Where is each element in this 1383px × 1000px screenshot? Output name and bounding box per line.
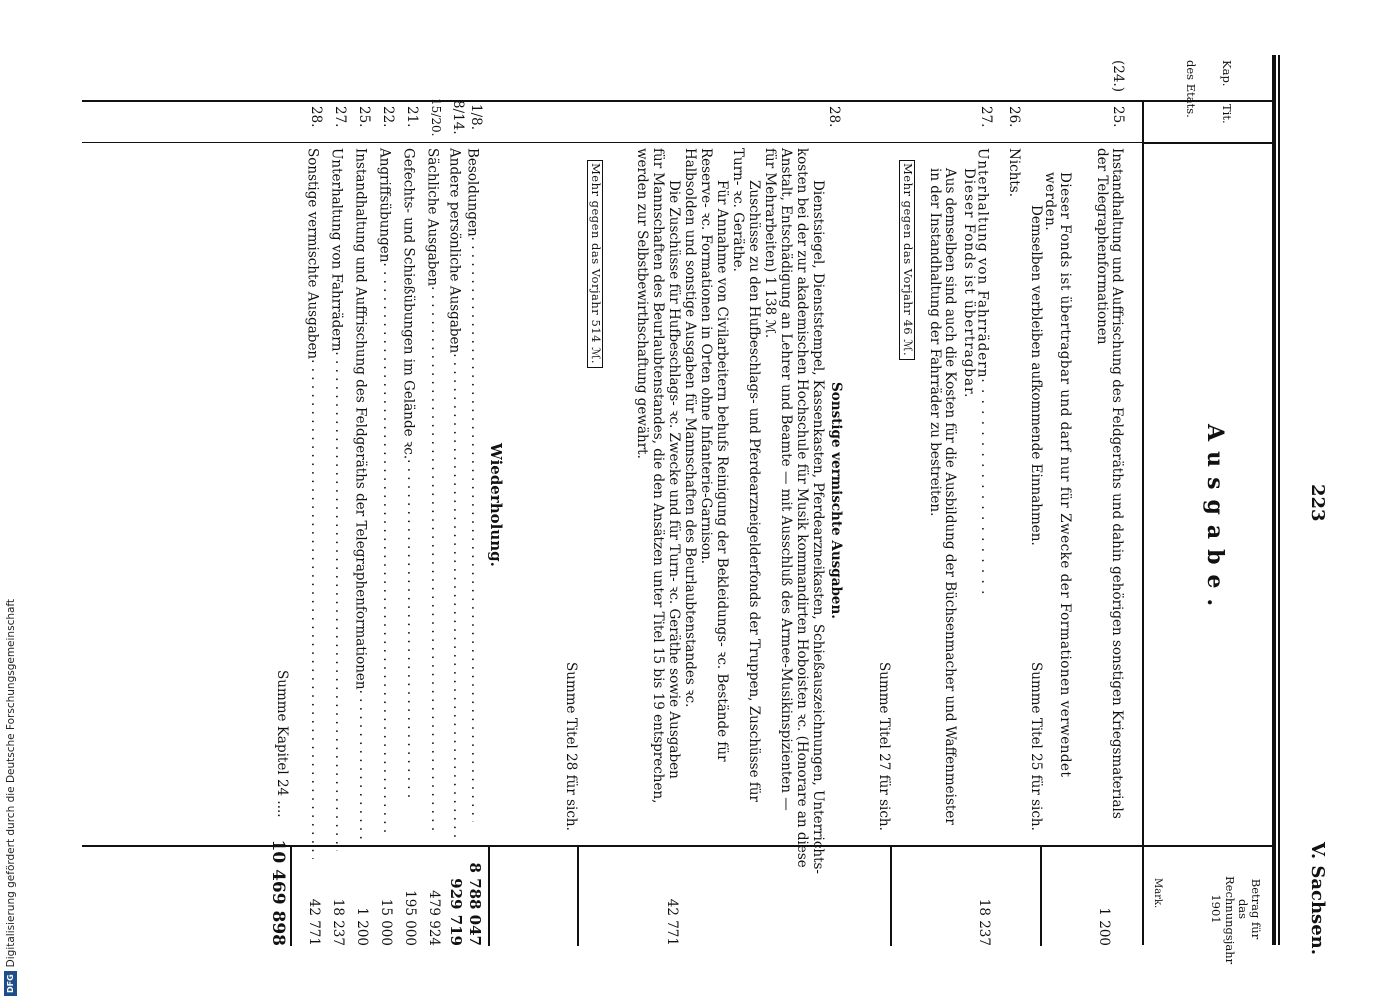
entry-28-line-11: für Mannschaften des Beurlaubtenstandes, die den Ansätzen unter Titel 15 bis 19 entsprechen, bbox=[650, 148, 666, 804]
mark-label: Mark. bbox=[1152, 878, 1163, 909]
entry-27-note2-text: Aus demselben sind auch die Kosten für die Ausbildung der Büchsenmacher und Waffenmeister in der Instandhaltung der Fahrräder zu bestreiten. bbox=[926, 168, 958, 825]
repeat-row-4-label bbox=[401, 148, 418, 799]
section-title: Ausgabe. bbox=[1202, 424, 1228, 617]
entry-27-note2 bbox=[927, 168, 957, 838]
amount-label-text: Betrag für das Rechnungsjahr 1901 bbox=[1209, 876, 1263, 965]
etats-label: des Etats. bbox=[1184, 60, 1198, 118]
repeat-row-2-text: Andere persönliche Ausgaben bbox=[446, 148, 463, 354]
entry-27-sum: Summe Titel 27 für sich. bbox=[876, 662, 892, 831]
entry-28-line-6: Turn- ꝛc. Geräthe. bbox=[730, 148, 746, 272]
repeat-row-8-label bbox=[305, 148, 322, 859]
entry-28-amount: 42 771 bbox=[664, 898, 680, 946]
total-rule bbox=[290, 846, 292, 946]
repeat-row-3-leader bbox=[429, 286, 443, 834]
repeat-row-6-tit: 25. bbox=[356, 106, 372, 128]
state-title: V. Sachsen. bbox=[1307, 842, 1328, 956]
repeat-row-7-text: Unterhaltung von Fahrrädern bbox=[328, 148, 345, 352]
repeat-row-5-amount: 15 000 bbox=[378, 898, 394, 946]
repeat-row-3-tit: 15/20. bbox=[429, 98, 443, 137]
top-double-rule-2 bbox=[1278, 55, 1280, 945]
entry-27-note1: Dieser Fonds ist übertragbar. bbox=[961, 168, 977, 399]
entry-27-more: Mehr gegen das Vorjahr 46 ℳ. bbox=[900, 160, 916, 360]
repeat-total-label: Summe Kapitel 24 .... bbox=[274, 670, 290, 818]
header-col-rule-2 bbox=[82, 100, 1274, 102]
repeat-row-4-text: Gefechts- und Schießübungen im Gelände ꝛc. bbox=[400, 148, 417, 460]
repeat-row-8-leader bbox=[309, 359, 323, 859]
repeat-row-4-leader bbox=[405, 459, 419, 799]
repeat-row-1-amount: 8 788 047 bbox=[466, 862, 484, 946]
repeat-row-1-text: Besoldungen bbox=[464, 148, 481, 237]
repeat-row-8-tit: 28. bbox=[308, 106, 324, 128]
entry-27-amount: 18 237 bbox=[976, 898, 992, 946]
sum25-rule bbox=[1040, 846, 1042, 946]
sum28-rule bbox=[577, 846, 579, 946]
repeat-row-3-amount: 479 924 bbox=[426, 890, 442, 946]
entry-27-leader bbox=[979, 378, 993, 600]
entry-28-line-12: werden zur Selbstbewirthschaftung gewährt. bbox=[634, 148, 650, 459]
repeat-row-4-tit: 21. bbox=[404, 106, 420, 128]
repeat-row-3-label bbox=[425, 148, 442, 834]
entry-28-line-5: Zuschüsse zu den Hufbeschlags- und Pferdearzneigelderfonds der Truppen, Zuschüsse für bbox=[746, 180, 762, 802]
repeat-row-7-amount: 18 237 bbox=[330, 898, 346, 946]
entry-28-more: Mehr gegen das Vorjahr 514 ℳ. bbox=[588, 160, 604, 368]
header-col-rule bbox=[1142, 142, 1272, 144]
entry-28-line-9: Halbsolden und sonstige Ausgaben für Mannschaften des Beurlaubtenstandes ꝛc. bbox=[682, 148, 698, 708]
repeat-row-5-tit: 22. bbox=[380, 106, 396, 128]
entry-25-note1 bbox=[1042, 172, 1072, 838]
entry-25-amount: 1 200 bbox=[1096, 907, 1112, 946]
entry-28-tit: 28. bbox=[826, 106, 842, 128]
entry-25-tit: 25. bbox=[1110, 106, 1126, 128]
digitization-note bbox=[4, 599, 17, 996]
entry-25-sum: Summe Titel 25 für sich. bbox=[1028, 662, 1044, 831]
digitization-text: Digitalisierung gefördert durch die Deutsche Forschungsgemeinschaft bbox=[4, 598, 17, 968]
page-number: 223 bbox=[1307, 484, 1328, 522]
repeat-row-3-text: Sächliche Ausgaben bbox=[424, 148, 441, 287]
repeat-row-1-label bbox=[465, 148, 482, 822]
repeat-row-8-amount: 42 771 bbox=[306, 898, 322, 946]
repeat-top-rule bbox=[488, 846, 490, 946]
repeat-row-6-leader bbox=[357, 690, 371, 840]
repeat-row-5-leader bbox=[381, 262, 395, 837]
repeat-row-6-text: Instandhaltung und Auffrischung des Feldgeräths der Telegraphenformationen bbox=[352, 148, 369, 690]
entry-28-heading: Sonstige vermischte Ausgaben. bbox=[828, 382, 844, 620]
repeat-row-4-amount: 195 000 bbox=[402, 890, 418, 946]
text-col-rule bbox=[82, 142, 1144, 143]
entry-28-line-2: kosten bei der zur akademischen Hochschule für Musik kommandirten Hoboisten ꝛc. (Honorare an diese bbox=[794, 148, 810, 868]
entry-26-text: Nichts. bbox=[1006, 148, 1022, 198]
repeat-row-5-text: Angriffsübungen bbox=[376, 148, 393, 263]
repeat-row-2-label bbox=[447, 148, 464, 843]
entry-27-text bbox=[975, 148, 992, 600]
entry-28-line-1: Dienstsiegel, Dienststempel, Kassenkasten, Pferdearzneikasten, Schießauszeichnungen, Unterrichts- bbox=[810, 180, 826, 874]
entry-25-note2: Demselben verbleiben aufkommende Einnahmen. bbox=[1028, 205, 1044, 546]
entry-28-line-4: für Mehrarbeiten) 1 138 ℳ. bbox=[762, 148, 778, 339]
repeat-row-1-leader bbox=[469, 237, 483, 822]
repeat-row-1-tit: 1/8. bbox=[468, 104, 484, 131]
entry-25-note1-text: Dieser Fonds ist übertragbar und darf nur für Zwecke der Formationen verwendet werden. bbox=[1041, 172, 1073, 778]
repeat-row-2-tit: 8/14. bbox=[450, 100, 466, 135]
repeat-row-7-leader bbox=[333, 351, 347, 851]
header-rule bbox=[1142, 100, 1144, 945]
repeat-row-2-leader bbox=[451, 353, 465, 843]
entry-25-label: Instandhaltung und Auffrischung des Feldgeräths und dahin gehörigen sonstigen Kriegsmaterials der Telegraphenformationen bbox=[1093, 148, 1125, 819]
entry-28-line-3: Anstalt, Entschädigung an Lehrer und Beamte — mit Ausschluß des Armee-Musikinspizienten — bbox=[778, 148, 794, 811]
tit-label: Tit. bbox=[1220, 104, 1234, 124]
repeat-row-2-amount: 929 719 bbox=[447, 878, 465, 946]
repeat-row-6-amount: 1 200 bbox=[354, 907, 370, 946]
entry-27-label: Unterhaltung von Fahrrädern bbox=[974, 148, 991, 379]
dfg-logo: DFG bbox=[4, 971, 17, 996]
entry-28-sum: Summe Titel 28 für sich. bbox=[563, 662, 579, 831]
repeat-total-amount: 10 469 898 bbox=[268, 839, 288, 946]
entry-28-line-8: Reserve- ꝛc. Formationen in Orten ohne Infanterie-Garnison. bbox=[698, 148, 714, 565]
repeat-row-7-label bbox=[329, 148, 346, 851]
amount-label bbox=[1209, 876, 1263, 965]
entry-28-line-10: Die Zuschüsse für Hufbeschlags- ꝛc. Zwecke und für Turn- ꝛc. Geräthe sowie Ausgaben bbox=[666, 180, 682, 779]
kap-label: Kap. bbox=[1220, 60, 1234, 87]
entry-28-line-7: Für Annahme von Civilarbeitern behufs Reinigung der Bekleidungs- ꝛc. Bestände für bbox=[714, 180, 730, 762]
entry-25-kap: (24.) bbox=[1110, 60, 1126, 93]
repeat-row-5-label bbox=[377, 148, 394, 837]
repeat-row-6-label bbox=[353, 148, 370, 840]
entry-26-tit: 26. bbox=[1006, 106, 1022, 128]
repeat-row-7-tit: 27. bbox=[332, 106, 348, 128]
entry-25-text bbox=[1094, 148, 1124, 838]
repeat-heading: Wiederholung. bbox=[487, 443, 505, 567]
sum27-rule bbox=[890, 846, 892, 946]
repeat-row-8-text: Sonstige vermischte Ausgaben bbox=[304, 148, 321, 360]
entry-27-tit: 27. bbox=[978, 106, 994, 128]
top-double-rule-1 bbox=[1272, 55, 1276, 945]
